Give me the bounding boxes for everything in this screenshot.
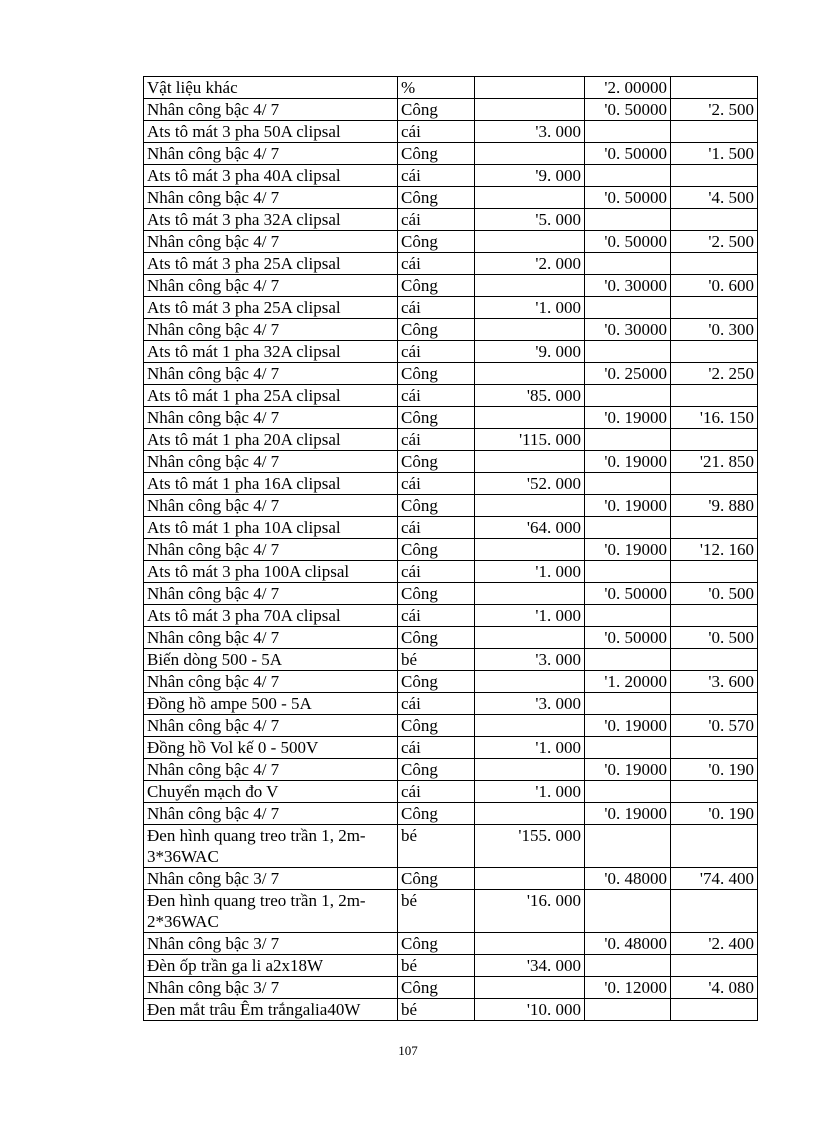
table-row [144,517,758,539]
rate-cell: '0. 30000 [585,275,671,297]
rate-cell: '0. 50000 [585,143,671,165]
unit-cell: Công [398,451,475,473]
item-name-cell: Nhân công bậc 4/ 7 [144,671,398,693]
rate-cell: '0. 19000 [585,407,671,429]
item-name-cell: Ats tô mát 1 pha 16A clipsal [144,473,398,495]
quantity-cell [475,495,585,517]
table-row [144,649,758,671]
quantity-cell: '3. 000 [475,693,585,715]
item-name-cell: Đèn ốp trần ga li a2x18W [144,955,398,977]
unit-cell: cái [398,561,475,583]
unit-cell: Công [398,583,475,605]
quantity-cell [475,977,585,999]
rate-cell: '0. 12000 [585,977,671,999]
quantity-cell: '85. 000 [475,385,585,407]
rate-cell: '2. 00000 [585,77,671,99]
amount-cell [671,605,758,627]
item-name-cell: Nhân công bậc 3/ 7 [144,977,398,999]
amount-cell: '0. 600 [671,275,758,297]
unit-cell: Công [398,671,475,693]
amount-cell [671,385,758,407]
amount-cell: '21. 850 [671,451,758,473]
unit-cell: cái [398,253,475,275]
amount-cell: '0. 570 [671,715,758,737]
rate-cell [585,737,671,759]
quantity-cell: '155. 000 [475,825,585,868]
unit-cell: Công [398,933,475,955]
unit-cell: Công [398,715,475,737]
table-row [144,627,758,649]
rate-cell [585,165,671,187]
table-row [144,319,758,341]
quantity-cell: '5. 000 [475,209,585,231]
quantity-cell [475,868,585,890]
quantity-cell: '3. 000 [475,121,585,143]
quantity-cell [475,187,585,209]
table-row [144,737,758,759]
quantity-cell [475,231,585,253]
table-row [144,890,758,933]
quantity-cell: '9. 000 [475,341,585,363]
item-name-cell: Chuyển mạch đo V [144,781,398,803]
amount-cell: '9. 880 [671,495,758,517]
rate-cell: '0. 19000 [585,539,671,561]
amount-cell: '2. 500 [671,99,758,121]
rate-cell: '0. 19000 [585,803,671,825]
quantity-cell [475,627,585,649]
unit-cell: cái [398,165,475,187]
table-row [144,407,758,429]
table-row [144,868,758,890]
rate-cell [585,209,671,231]
amount-cell [671,955,758,977]
quantity-cell: '2. 000 [475,253,585,275]
rate-cell [585,649,671,671]
item-name-cell: Nhân công bậc 4/ 7 [144,495,398,517]
item-name-cell: Nhân công bậc 4/ 7 [144,363,398,385]
unit-cell: cái [398,517,475,539]
table-row [144,825,758,868]
table-row [144,671,758,693]
item-name-cell: Biến dòng 500 - 5A [144,649,398,671]
rate-cell [585,297,671,319]
item-name-cell: Nhân công bậc 4/ 7 [144,759,398,781]
quantity-cell: '1. 000 [475,605,585,627]
item-name-cell: Nhân công bậc 3/ 7 [144,933,398,955]
amount-cell [671,121,758,143]
unit-cell: Công [398,495,475,517]
amount-cell: '1. 500 [671,143,758,165]
table-row [144,451,758,473]
table-row [144,385,758,407]
table-row [144,561,758,583]
amount-cell [671,999,758,1021]
quantity-cell: '16. 000 [475,890,585,933]
quantity-cell [475,583,585,605]
quantity-cell [475,143,585,165]
unit-cell: Công [398,143,475,165]
quantity-cell: '9. 000 [475,165,585,187]
quantity-cell [475,539,585,561]
table-row [144,933,758,955]
amount-cell [671,561,758,583]
unit-cell: bé [398,825,475,868]
rate-cell: '0. 19000 [585,715,671,737]
item-name-cell: Đen hình quang treo trần 1, 2m- 2*36WAC [144,890,398,933]
amount-cell [671,429,758,451]
rate-cell [585,385,671,407]
item-name-cell: Đồng hồ Vol kế 0 - 500V [144,737,398,759]
amount-cell: '0. 190 [671,803,758,825]
unit-cell: Công [398,407,475,429]
amount-cell [671,693,758,715]
materials-table-container [143,76,757,1021]
materials-table [143,76,758,1021]
rate-cell: '0. 48000 [585,868,671,890]
rate-cell [585,517,671,539]
item-name-cell: Nhân công bậc 3/ 7 [144,868,398,890]
quantity-cell [475,933,585,955]
item-name-cell: Nhân công bậc 4/ 7 [144,99,398,121]
table-row [144,275,758,297]
unit-cell: cái [398,737,475,759]
quantity-cell [475,99,585,121]
table-row [144,297,758,319]
rate-cell: '0. 50000 [585,627,671,649]
quantity-cell: '34. 000 [475,955,585,977]
amount-cell [671,165,758,187]
unit-cell: Công [398,319,475,341]
rate-cell [585,341,671,363]
unit-cell: Công [398,187,475,209]
table-row [144,187,758,209]
item-name-cell: Nhân công bậc 4/ 7 [144,187,398,209]
unit-cell: Công [398,539,475,561]
item-name-cell: Đen mắt trâu Êm trắngalia40W [144,999,398,1021]
unit-cell: bé [398,955,475,977]
amount-cell: '4. 080 [671,977,758,999]
rate-cell: '1. 20000 [585,671,671,693]
unit-cell: cái [398,209,475,231]
rate-cell: '0. 19000 [585,451,671,473]
quantity-cell [475,363,585,385]
amount-cell [671,649,758,671]
amount-cell: '2. 250 [671,363,758,385]
quantity-cell [475,319,585,341]
item-name-cell: Nhân công bậc 4/ 7 [144,231,398,253]
amount-cell [671,209,758,231]
quantity-cell: '1. 000 [475,297,585,319]
unit-cell: Công [398,803,475,825]
quantity-cell: '1. 000 [475,737,585,759]
amount-cell: '74. 400 [671,868,758,890]
unit-cell: Công [398,977,475,999]
table-row [144,143,758,165]
table-row [144,77,758,99]
amount-cell: '12. 160 [671,539,758,561]
table-row [144,473,758,495]
amount-cell [671,473,758,495]
amount-cell [671,890,758,933]
unit-cell: cái [398,121,475,143]
item-name-cell: Ats tô mát 3 pha 100A clipsal [144,561,398,583]
item-name-cell: Ats tô mát 3 pha 50A clipsal [144,121,398,143]
rate-cell [585,121,671,143]
item-name-cell: Nhân công bậc 4/ 7 [144,803,398,825]
amount-cell [671,781,758,803]
unit-cell: bé [398,999,475,1021]
rate-cell: '0. 19000 [585,495,671,517]
table-row [144,165,758,187]
item-name-cell: Nhân công bậc 4/ 7 [144,715,398,737]
item-name-cell: Nhân công bậc 4/ 7 [144,583,398,605]
table-row [144,605,758,627]
rate-cell: '0. 30000 [585,319,671,341]
unit-cell: cái [398,429,475,451]
unit-cell: Công [398,275,475,297]
quantity-cell: '1. 000 [475,781,585,803]
item-name-cell: Ats tô mát 3 pha 70A clipsal [144,605,398,627]
table-row [144,253,758,275]
item-name-cell: Nhân công bậc 4/ 7 [144,143,398,165]
quantity-cell [475,275,585,297]
table-row [144,759,758,781]
table-row [144,363,758,385]
table-body [144,77,758,1021]
page-number: 107 [398,1043,418,1058]
rate-cell [585,561,671,583]
quantity-cell: '3. 000 [475,649,585,671]
unit-cell: Công [398,231,475,253]
unit-cell: cái [398,341,475,363]
quantity-cell: '10. 000 [475,999,585,1021]
unit-cell: cái [398,473,475,495]
item-name-cell: Vật liệu khác [144,77,398,99]
rate-cell [585,693,671,715]
item-name-cell: Nhân công bậc 4/ 7 [144,407,398,429]
table-row [144,693,758,715]
amount-cell: '4. 500 [671,187,758,209]
item-name-cell: Nhân công bậc 4/ 7 [144,319,398,341]
unit-cell: Công [398,99,475,121]
table-row [144,583,758,605]
rate-cell [585,253,671,275]
table-row [144,99,758,121]
item-name-cell: Nhân công bậc 4/ 7 [144,539,398,561]
item-name-cell: Ats tô mát 3 pha 25A clipsal [144,253,398,275]
quantity-cell [475,759,585,781]
amount-cell: '3. 600 [671,671,758,693]
rate-cell [585,825,671,868]
quantity-cell: '52. 000 [475,473,585,495]
quantity-cell: '64. 000 [475,517,585,539]
item-name-cell: Ats tô mát 3 pha 40A clipsal [144,165,398,187]
amount-cell: '0. 500 [671,583,758,605]
table-row [144,955,758,977]
table-row [144,715,758,737]
amount-cell: '0. 190 [671,759,758,781]
unit-cell: Công [398,363,475,385]
quantity-cell [475,77,585,99]
item-name-cell: Đen hình quang treo trần 1, 2m- 3*36WAC [144,825,398,868]
item-name-cell: Nhân công bậc 4/ 7 [144,451,398,473]
amount-cell: '0. 300 [671,319,758,341]
quantity-cell [475,715,585,737]
table-row [144,495,758,517]
item-name-cell: Nhân công bậc 4/ 7 [144,275,398,297]
amount-cell: '0. 500 [671,627,758,649]
amount-cell: '2. 400 [671,933,758,955]
quantity-cell [475,407,585,429]
item-name-cell: Ats tô mát 1 pha 20A clipsal [144,429,398,451]
unit-cell: Công [398,759,475,781]
item-name-cell: Ats tô mát 3 pha 32A clipsal [144,209,398,231]
rate-cell [585,955,671,977]
item-name-cell: Ats tô mát 1 pha 32A clipsal [144,341,398,363]
unit-cell: bé [398,890,475,933]
unit-cell: cái [398,693,475,715]
item-name-cell: Ats tô mát 1 pha 10A clipsal [144,517,398,539]
rate-cell [585,890,671,933]
table-row [144,341,758,363]
unit-cell: bé [398,649,475,671]
rate-cell [585,473,671,495]
table-row [144,999,758,1021]
table-row [144,231,758,253]
table-row [144,781,758,803]
rate-cell [585,999,671,1021]
rate-cell: '0. 50000 [585,231,671,253]
quantity-cell: '115. 000 [475,429,585,451]
amount-cell [671,737,758,759]
unit-cell: cái [398,297,475,319]
amount-cell [671,77,758,99]
table-row [144,121,758,143]
unit-cell: Công [398,627,475,649]
rate-cell: '0. 50000 [585,99,671,121]
item-name-cell: Ats tô mát 3 pha 25A clipsal [144,297,398,319]
rate-cell [585,429,671,451]
table-row [144,539,758,561]
unit-cell: Công [398,868,475,890]
amount-cell [671,297,758,319]
rate-cell [585,605,671,627]
rate-cell: '0. 19000 [585,759,671,781]
item-name-cell: Ats tô mát 1 pha 25A clipsal [144,385,398,407]
quantity-cell [475,451,585,473]
unit-cell: cái [398,385,475,407]
item-name-cell: Nhân công bậc 4/ 7 [144,627,398,649]
quantity-cell [475,803,585,825]
quantity-cell [475,671,585,693]
unit-cell: cái [398,605,475,627]
amount-cell [671,341,758,363]
amount-cell [671,253,758,275]
table-row [144,209,758,231]
unit-cell: % [398,77,475,99]
rate-cell: '0. 25000 [585,363,671,385]
quantity-cell: '1. 000 [475,561,585,583]
rate-cell: '0. 50000 [585,583,671,605]
rate-cell: '0. 50000 [585,187,671,209]
table-row [144,977,758,999]
rate-cell: '0. 48000 [585,933,671,955]
amount-cell [671,517,758,539]
amount-cell: '2. 500 [671,231,758,253]
table-row [144,803,758,825]
rate-cell [585,781,671,803]
table-row [144,429,758,451]
unit-cell: cái [398,781,475,803]
item-name-cell: Đồng hồ ampe 500 - 5A [144,693,398,715]
amount-cell [671,825,758,868]
amount-cell: '16. 150 [671,407,758,429]
